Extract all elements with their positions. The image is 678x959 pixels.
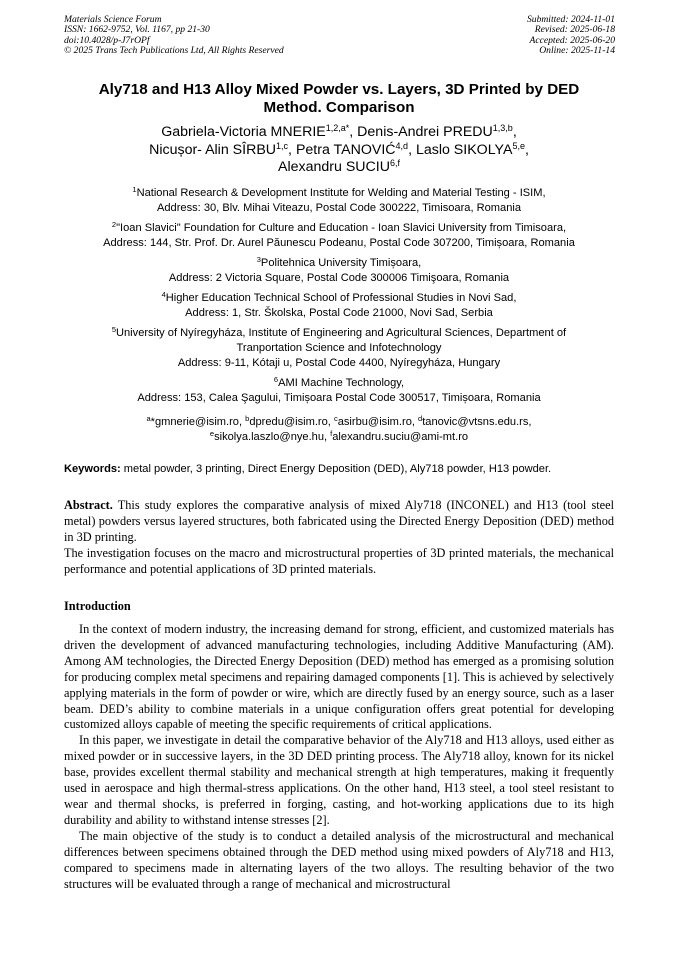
email-line [50, 415, 628, 430]
submitted-date: Submitted: 2024-11-01 [526, 14, 615, 25]
affiliation-number: 6 [273, 375, 279, 384]
affiliation [50, 326, 628, 371]
affiliations [50, 186, 628, 411]
email-link[interactable]: *gmnerie@isim.ro, [150, 416, 246, 428]
keywords-label: Keywords: [64, 463, 121, 475]
keywords-text: metal powder, 3 printing, Direct Energy Deposition (DED), Aly718 powder, H13 powder. [120, 463, 552, 475]
submission-dates [527, 15, 615, 57]
introduction-paragraph: In the context of modern industry, the increasing demand for strong, efficient, and customized materials has driven the development of advanced manufacturing technologies, including Additive Manufacturing (AM). Among AM technologies, the Directed Energy Deposition (DED) method has emerged as a promising solution for producing complex metal specimens and repairing damaged components [1]. This is achieved by selectively applying materials in the form of powder or wire, which are directly fused by an energy source, such as a laser beam. DED’s ability to combine materials in a unique configuration offers great potential for developing customized alloys capable of meeting the specific requirements of critical applications. [64, 622, 614, 732]
affiliation [50, 256, 628, 286]
affiliation-number: 1 [132, 185, 137, 194]
author-name: Laslo SIKOLYA [415, 141, 513, 158]
copyright-line: © 2025 Trans Tech Publications Ltd, All Rights Reserved [64, 45, 284, 57]
author-superscript: 5,e [512, 140, 525, 151]
author-line [60, 159, 618, 177]
author-name: Gabriela-Victoria MNERIE [161, 124, 326, 140]
email-link[interactable]: dpredu@isim.ro, [249, 416, 334, 428]
email-superscript: f [330, 429, 333, 438]
affiliation-line: AMI Machine Technology, [278, 377, 405, 389]
affiliation [50, 221, 628, 251]
introduction-body [64, 622, 614, 892]
affiliation-line: National Research & Development Institute for Welding and Material Testing - ISIM, [136, 187, 546, 199]
doi-line[interactable]: doi:10.4028/p-J7rOPf [64, 34, 150, 46]
revised-date: Revised: 2025-06-18 [534, 24, 615, 36]
affiliation-line: University of Nyíregyháza, Institute of Engineering and Agricultural Sciences, Department of [116, 327, 567, 339]
affiliation-line: "Ioan Slavici" Foundation for Culture and Education - Ioan Slavici University from Timisoara, [116, 222, 567, 234]
keywords [64, 462, 620, 477]
affiliation-number: 4 [161, 290, 166, 299]
author-superscript: 4,d [395, 140, 409, 151]
email-list [50, 415, 628, 445]
affiliation-line: Higher Education Technical School of Professional Studies in Novi Sad, [165, 292, 517, 304]
affiliation-line: Politehnica University Timișoara, [260, 257, 422, 269]
email-link[interactable]: alexandru.suciu@ami-mt.ro [332, 431, 469, 443]
author-superscript: 1,3,b [492, 123, 513, 133]
email-link[interactable]: asirbu@isim.ro, [337, 416, 419, 428]
title-line: Method. Comparison [263, 99, 415, 116]
journal-info [64, 15, 284, 57]
journal-name: Materials Science Forum [64, 14, 162, 25]
email-superscript: b [245, 414, 250, 423]
affiliation [50, 376, 628, 406]
affiliation-line: Tranportation Science and Infotechnology [236, 342, 442, 354]
email-line [50, 430, 628, 445]
paper-title [60, 81, 618, 117]
affiliation-number: 2 [111, 220, 117, 229]
affiliation-address: Address: 1, Str. Školska, Postal Code 21000, Novi Sad, Serbia [185, 307, 493, 319]
affiliation-address: Address: 2 Victoria Square, Postal Code 300006 Timişoara, Romania [168, 272, 510, 284]
author-superscript: 1,c [276, 140, 289, 151]
affiliation [50, 186, 628, 216]
online-date: Online: 2025-11-14 [539, 45, 615, 57]
author-line: Nicușor- Alin SÎRBU$^{1,c}$, Petra TANOVIĆ$^{4,d}$, Laslo SIKOLYA$^{5,e}$, [149, 140, 529, 158]
affiliation-number: 5 [111, 325, 116, 334]
abstract-text: This study explores the comparative analysis of mixed Aly718 (INCONEL) and H13 (tool steel metal) powders versus layered structures, both fabricated using the Directed Energy Deposition (DED) method in 3D printing. [64, 498, 614, 544]
email-link[interactable]: tanovic@vtsns.edu.rs, [422, 416, 532, 428]
affiliation [50, 291, 628, 321]
issn-line: ISSN: 1662-9752, Vol. 1167, pp 21-30 [64, 24, 210, 36]
title-line: Aly718 and H13 Alloy Mixed Powder vs. Layers, 3D Printed by DED [98, 81, 580, 98]
affiliation-address: Address: 9-11, Kótaji u, Postal Code 4400, Nyíregyháza, Hungary [177, 357, 501, 369]
introduction-heading: Introduction [64, 599, 131, 613]
accepted-date: Accepted: 2025-06-20 [529, 34, 615, 46]
introduction-paragraph: In this paper, we investigate in detail the comparative behavior of the Aly718 and H13 alloys, used either as mixed powder or in successive layers, in the 3D DED printing process. The Aly718 alloy, known for its nickel base, provides excellent thermal stability and mechanical strength at high temperatures, making it frequently used in aerospace and high thermal-stress applications. On the other hand, H13 steel, a tool steel resistant to wear and thermal shocks, is preferred in forging, casting, and hot-working applications due to its high durability and ability to withstand intense stresses [2]. [64, 733, 614, 827]
email-link[interactable]: sikolya.laszlo@nye.hu, [214, 431, 331, 443]
author-superscript: 6,f [389, 158, 400, 168]
affiliation-address: Address: 30, Blv. Mihai Viteazu, Postal Code 300222, Timisoara, Romania [156, 202, 522, 214]
author-name: Denis-Andrei PREDU [357, 124, 493, 140]
author-superscript: 1,2,a* [325, 123, 350, 133]
abstract-label: Abstract. [64, 498, 113, 512]
author-name: Nicușor- Alin SÎRBU [149, 141, 277, 158]
email-superscript: c [333, 414, 338, 423]
affiliation-number: 3 [256, 255, 261, 264]
author-list [60, 124, 618, 177]
email-superscript: d [418, 414, 423, 423]
abstract [64, 498, 614, 578]
email-superscript: e [209, 429, 215, 438]
introduction-paragraph: The main objective of the study is to conduct a detailed analysis of the microstructural and mechanical differences between specimens obtained through the DED method using mixed powders of Aly718 and H13, compared to specimens made in alternating layers of the two alloys. The resulting behavior of the two structures will be evaluated through a range of mechanical and microstructural [64, 828, 614, 891]
abstract-paragraph [64, 498, 614, 546]
author-name: Petra TANOVIĆ [295, 141, 396, 158]
email-superscript: a [146, 414, 151, 423]
abstract-paragraph: The investigation focuses on the macro and microstructural properties of 3D printed materials, the mechanical performance and potential applications of 3D printed materials. [64, 545, 614, 576]
affiliation-address: Address: 144, Str. Prof. Dr. Aurel Păunescu Podeanu, Postal Code 307200, Timișoara, Romania [103, 237, 575, 249]
author-line: Gabriela-Victoria $MNERIE^{1,2,a*}$, Denis-Andrei PREDU$^{1,3,b}$, [161, 123, 517, 140]
affiliation-address: Address: 153, Calea Şagului, Timișoara Postal Code 300517, Timișoara, Romania [137, 392, 541, 404]
author-name: Alexandru SUCIU [278, 159, 390, 175]
